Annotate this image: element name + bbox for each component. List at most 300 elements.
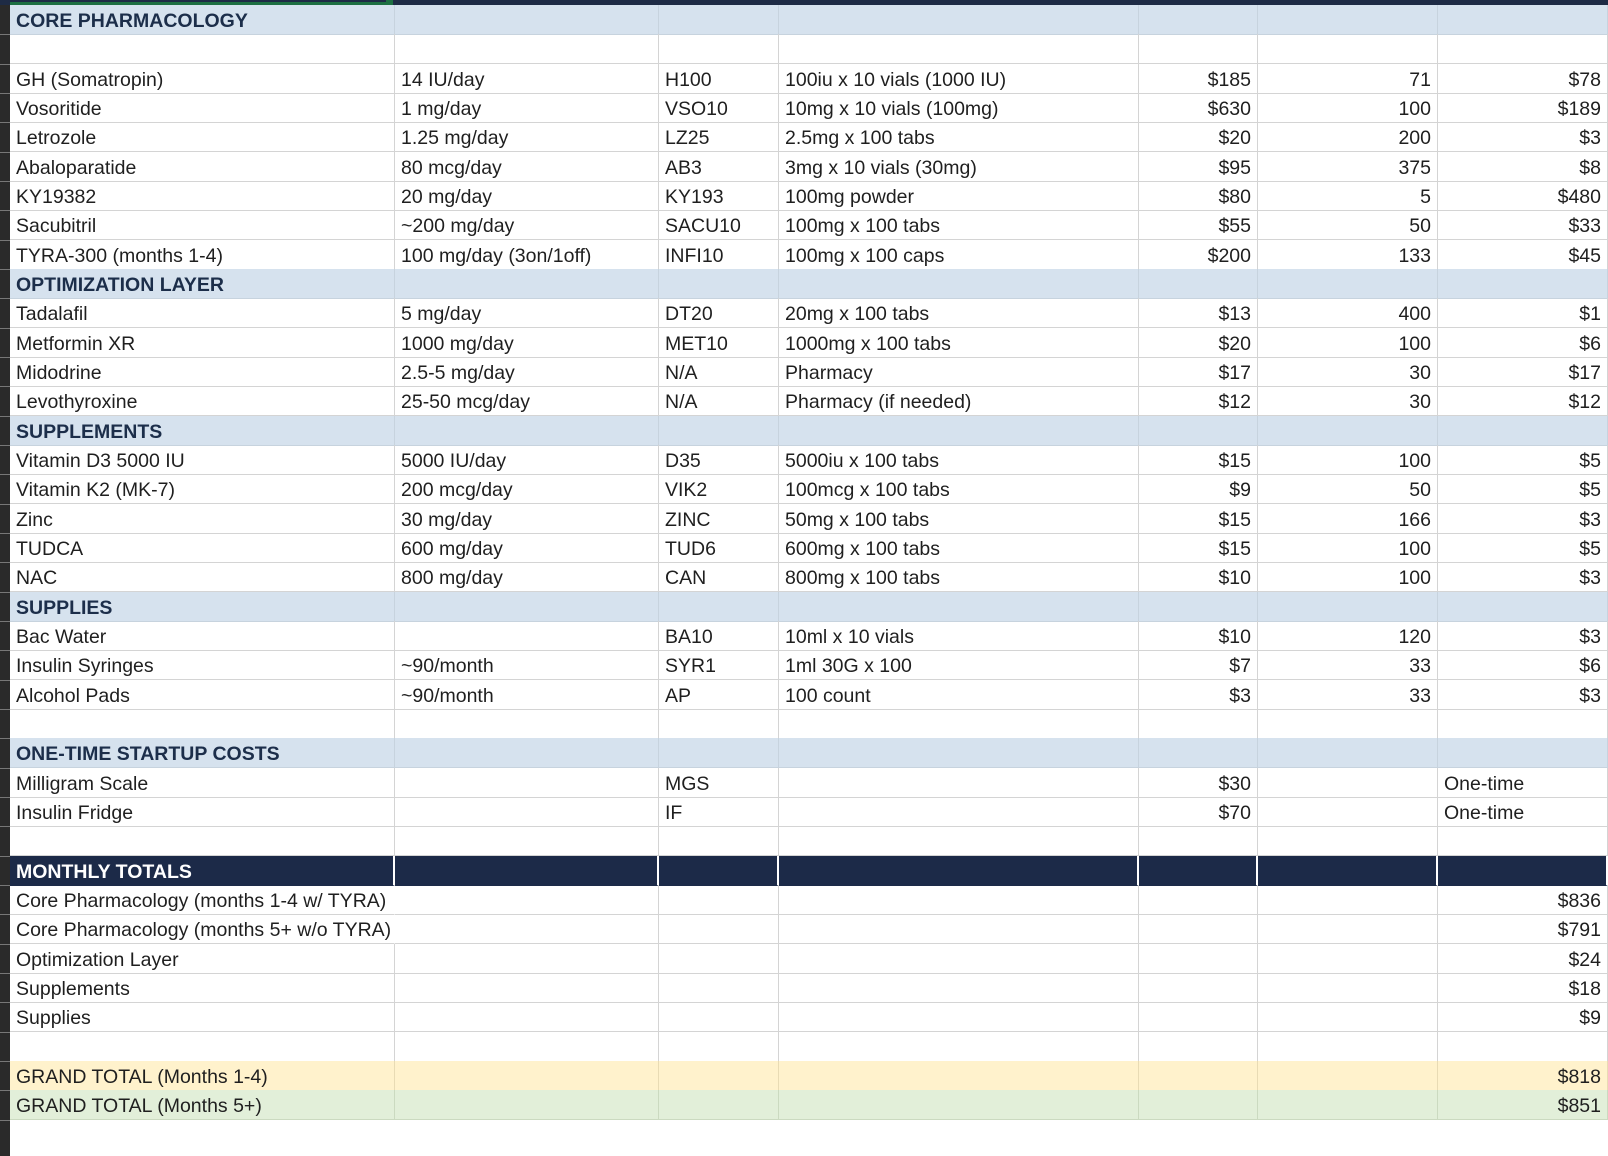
price-cell[interactable]: $80	[1139, 181, 1258, 211]
table-row[interactable]	[10, 445, 1608, 475]
section-fill-cell[interactable]	[1139, 592, 1258, 622]
section-fill-cell[interactable]	[659, 5, 779, 35]
price-cell[interactable]: $30	[1139, 768, 1258, 798]
monthly-cost-cell[interactable]: $5	[1438, 445, 1608, 475]
product-code-cell[interactable]: SYR1	[659, 650, 779, 680]
dose-cell[interactable]: 2.5-5 mg/day	[395, 357, 659, 387]
section-fill-cell[interactable]	[1139, 416, 1258, 446]
package-cell[interactable]: 5000iu x 100 tabs	[779, 445, 1139, 475]
section-fill-cell[interactable]	[1258, 592, 1438, 622]
price-cell[interactable]: $10	[1139, 562, 1258, 592]
empty-cell[interactable]	[395, 944, 659, 974]
price-cell[interactable]: $15	[1139, 533, 1258, 563]
product-code-cell[interactable]: VSO10	[659, 93, 779, 123]
item-name-cell[interactable]: Letrozole	[10, 122, 395, 152]
days-supply-cell[interactable]: 133	[1258, 240, 1438, 270]
item-name-cell[interactable]: KY19382	[10, 181, 395, 211]
totals-label-cell[interactable]: Core Pharmacology (months 5+ w/o TYRA)	[10, 914, 395, 944]
product-code-cell[interactable]: IF	[659, 797, 779, 827]
empty-cell[interactable]	[779, 34, 1139, 64]
table-row[interactable]	[10, 797, 1608, 827]
days-supply-cell[interactable]: 30	[1258, 386, 1438, 416]
totals-value-cell[interactable]: $791	[1438, 914, 1608, 944]
empty-cell[interactable]	[1258, 826, 1438, 856]
price-cell[interactable]: $20	[1139, 328, 1258, 358]
section-fill-cell[interactable]	[659, 738, 779, 768]
dose-cell[interactable]: ~90/month	[395, 680, 659, 710]
package-cell[interactable]: 100mcg x 100 tabs	[779, 474, 1139, 504]
dose-cell[interactable]: 5000 IU/day	[395, 445, 659, 475]
section-fill-cell[interactable]	[395, 592, 659, 622]
empty-cell[interactable]	[395, 914, 659, 944]
package-cell[interactable]: 1ml 30G x 100	[779, 650, 1139, 680]
monthly-cost-cell[interactable]: $3	[1438, 504, 1608, 534]
monthly-cost-cell[interactable]: $3	[1438, 680, 1608, 710]
days-supply-cell[interactable]: 400	[1258, 298, 1438, 328]
table-row[interactable]	[10, 680, 1608, 710]
item-name-cell[interactable]: GH (Somatropin)	[10, 64, 395, 94]
item-name-cell[interactable]: Midodrine	[10, 357, 395, 387]
dose-cell[interactable]: ~200 mg/day	[395, 210, 659, 240]
package-cell[interactable]: 50mg x 100 tabs	[779, 504, 1139, 534]
empty-row[interactable]	[10, 709, 1608, 739]
empty-cell[interactable]	[1258, 34, 1438, 64]
empty-cell[interactable]	[659, 973, 779, 1003]
empty-cell[interactable]	[1438, 1032, 1608, 1062]
table-row[interactable]	[10, 504, 1608, 534]
dose-cell[interactable]: 1 mg/day	[395, 93, 659, 123]
price-cell[interactable]: $12	[1139, 386, 1258, 416]
empty-cell[interactable]	[659, 1002, 779, 1032]
section-fill-cell[interactable]	[395, 269, 659, 299]
section-fill-cell[interactable]	[659, 416, 779, 446]
days-supply-cell[interactable]	[1258, 797, 1438, 827]
product-code-cell[interactable]: N/A	[659, 386, 779, 416]
grand-total-row[interactable]	[10, 1061, 1608, 1091]
product-code-cell[interactable]: CAN	[659, 562, 779, 592]
empty-cell[interactable]	[1139, 34, 1258, 64]
monthly-cost-cell[interactable]: $5	[1438, 533, 1608, 563]
price-cell[interactable]: $55	[1139, 210, 1258, 240]
product-code-cell[interactable]: MET10	[659, 328, 779, 358]
days-supply-cell[interactable]: 375	[1258, 152, 1438, 182]
days-supply-cell[interactable]: 200	[1258, 122, 1438, 152]
totals-row[interactable]	[10, 973, 1608, 1003]
one-time-note-cell[interactable]: One-time	[1438, 797, 1608, 827]
package-cell[interactable]: 800mg x 100 tabs	[779, 562, 1139, 592]
package-cell[interactable]: 100mg x 100 caps	[779, 240, 1139, 270]
product-code-cell[interactable]: AB3	[659, 152, 779, 182]
item-name-cell[interactable]: Milligram Scale	[10, 768, 395, 798]
monthly-cost-cell[interactable]: $17	[1438, 357, 1608, 387]
section-fill-cell[interactable]	[1438, 269, 1608, 299]
days-supply-cell[interactable]: 50	[1258, 210, 1438, 240]
dose-cell[interactable]: 25-50 mcg/day	[395, 386, 659, 416]
empty-cell[interactable]	[1139, 709, 1258, 739]
empty-cell[interactable]	[779, 973, 1139, 1003]
price-cell[interactable]: $200	[1139, 240, 1258, 270]
days-supply-cell[interactable]: 33	[1258, 680, 1438, 710]
section-fill-cell[interactable]	[659, 269, 779, 299]
days-supply-cell[interactable]: 30	[1258, 357, 1438, 387]
empty-row[interactable]	[10, 826, 1608, 856]
section-fill-cell[interactable]	[1258, 5, 1438, 35]
section-fill-cell[interactable]	[779, 5, 1139, 35]
price-cell[interactable]: $70	[1139, 797, 1258, 827]
empty-cell[interactable]	[10, 709, 395, 739]
empty-cell[interactable]	[1438, 709, 1608, 739]
header-fill-cell[interactable]	[1139, 856, 1258, 886]
package-cell[interactable]: 20mg x 100 tabs	[779, 298, 1139, 328]
table-row[interactable]	[10, 386, 1608, 416]
table-row[interactable]	[10, 298, 1608, 328]
section-title[interactable]: SUPPLIES	[10, 592, 395, 622]
section-fill-cell[interactable]	[1139, 269, 1258, 299]
package-cell[interactable]: Pharmacy	[779, 357, 1139, 387]
dose-cell[interactable]: 30 mg/day	[395, 504, 659, 534]
days-supply-cell[interactable]: 166	[1258, 504, 1438, 534]
section-fill-cell[interactable]	[659, 592, 779, 622]
price-cell[interactable]: $15	[1139, 445, 1258, 475]
empty-cell[interactable]	[779, 1032, 1139, 1062]
empty-cell[interactable]	[1139, 826, 1258, 856]
package-cell[interactable]	[779, 768, 1139, 798]
empty-cell[interactable]	[1438, 826, 1608, 856]
price-cell[interactable]: $15	[1139, 504, 1258, 534]
package-cell[interactable]: 600mg x 100 tabs	[779, 533, 1139, 563]
row-header-gutter[interactable]	[0, 0, 10, 1156]
totals-value-cell[interactable]: $836	[1438, 885, 1608, 915]
totals-row[interactable]	[10, 885, 1608, 915]
table-row[interactable]	[10, 152, 1608, 182]
days-supply-cell[interactable]: 100	[1258, 445, 1438, 475]
section-header-row[interactable]	[10, 416, 1608, 446]
grand-total-label[interactable]: GRAND TOTAL (Months 5+)	[10, 1090, 395, 1120]
section-fill-cell[interactable]	[779, 269, 1139, 299]
item-name-cell[interactable]: TUDCA	[10, 533, 395, 563]
empty-cell[interactable]	[1258, 973, 1438, 1003]
grand-total-fill-cell[interactable]	[395, 1061, 659, 1091]
empty-cell[interactable]	[1139, 1002, 1258, 1032]
totals-label-cell[interactable]: Core Pharmacology (months 1-4 w/ TYRA)	[10, 885, 395, 915]
days-supply-cell[interactable]: 100	[1258, 562, 1438, 592]
dose-cell[interactable]: 1000 mg/day	[395, 328, 659, 358]
monthly-cost-cell[interactable]: $480	[1438, 181, 1608, 211]
empty-cell[interactable]	[395, 1032, 659, 1062]
product-code-cell[interactable]: AP	[659, 680, 779, 710]
header-fill-cell[interactable]	[395, 856, 659, 886]
monthly-cost-cell[interactable]: $8	[1438, 152, 1608, 182]
dose-cell[interactable]: 600 mg/day	[395, 533, 659, 563]
product-code-cell[interactable]: TUD6	[659, 533, 779, 563]
days-supply-cell[interactable]: 5	[1258, 181, 1438, 211]
section-fill-cell[interactable]	[779, 738, 1139, 768]
package-cell[interactable]: 100mg powder	[779, 181, 1139, 211]
days-supply-cell[interactable]: 71	[1258, 64, 1438, 94]
grand-total-fill-cell[interactable]	[1139, 1090, 1258, 1120]
dose-cell[interactable]: 5 mg/day	[395, 298, 659, 328]
price-cell[interactable]: $17	[1139, 357, 1258, 387]
days-supply-cell[interactable]: 50	[1258, 474, 1438, 504]
empty-cell[interactable]	[395, 826, 659, 856]
price-cell[interactable]: $95	[1139, 152, 1258, 182]
empty-cell[interactable]	[1139, 914, 1258, 944]
monthly-cost-cell[interactable]: $45	[1438, 240, 1608, 270]
empty-cell[interactable]	[779, 709, 1139, 739]
grand-total-fill-cell[interactable]	[779, 1061, 1139, 1091]
table-row[interactable]	[10, 533, 1608, 563]
empty-cell[interactable]	[659, 709, 779, 739]
section-fill-cell[interactable]	[1258, 738, 1438, 768]
price-cell[interactable]: $3	[1139, 680, 1258, 710]
dose-cell[interactable]: ~90/month	[395, 650, 659, 680]
totals-value-cell[interactable]: $18	[1438, 973, 1608, 1003]
totals-row[interactable]	[10, 944, 1608, 974]
package-cell[interactable]: 100iu x 10 vials (1000 IU)	[779, 64, 1139, 94]
package-cell[interactable]: 3mg x 10 vials (30mg)	[779, 152, 1139, 182]
monthly-totals-title[interactable]: MONTHLY TOTALS	[10, 856, 395, 886]
table-row[interactable]	[10, 650, 1608, 680]
empty-cell[interactable]	[1258, 885, 1438, 915]
item-name-cell[interactable]: Vosoritide	[10, 93, 395, 123]
empty-cell[interactable]	[1139, 944, 1258, 974]
table-row[interactable]	[10, 181, 1608, 211]
item-name-cell[interactable]: Vitamin D3 5000 IU	[10, 445, 395, 475]
totals-label-cell[interactable]: Optimization Layer	[10, 944, 395, 974]
monthly-cost-cell[interactable]: $6	[1438, 328, 1608, 358]
product-code-cell[interactable]: N/A	[659, 357, 779, 387]
package-cell[interactable]: 10ml x 10 vials	[779, 621, 1139, 651]
table-row[interactable]	[10, 474, 1608, 504]
section-title[interactable]: ONE-TIME STARTUP COSTS	[10, 738, 395, 768]
empty-cell[interactable]	[659, 885, 779, 915]
header-fill-cell[interactable]	[1258, 856, 1438, 886]
section-header-row[interactable]	[10, 738, 1608, 768]
section-fill-cell[interactable]	[1438, 5, 1608, 35]
grand-total-fill-cell[interactable]	[659, 1061, 779, 1091]
item-name-cell[interactable]: Abaloparatide	[10, 152, 395, 182]
empty-cell[interactable]	[659, 944, 779, 974]
days-supply-cell[interactable]: 33	[1258, 650, 1438, 680]
section-fill-cell[interactable]	[779, 416, 1139, 446]
item-name-cell[interactable]: Sacubitril	[10, 210, 395, 240]
price-cell[interactable]: $13	[1139, 298, 1258, 328]
price-cell[interactable]: $20	[1139, 122, 1258, 152]
empty-cell[interactable]	[779, 885, 1139, 915]
grand-total-fill-cell[interactable]	[1139, 1061, 1258, 1091]
section-title[interactable]: SUPPLEMENTS	[10, 416, 395, 446]
header-fill-cell[interactable]	[659, 856, 779, 886]
totals-row[interactable]	[10, 914, 1608, 944]
section-fill-cell[interactable]	[395, 5, 659, 35]
section-fill-cell[interactable]	[1258, 269, 1438, 299]
dose-cell[interactable]	[395, 768, 659, 798]
empty-cell[interactable]	[779, 914, 1139, 944]
table-row[interactable]	[10, 562, 1608, 592]
item-name-cell[interactable]: Vitamin K2 (MK-7)	[10, 474, 395, 504]
empty-cell[interactable]	[659, 1032, 779, 1062]
package-cell[interactable]: 100 count	[779, 680, 1139, 710]
empty-cell[interactable]	[779, 1002, 1139, 1032]
section-fill-cell[interactable]	[1438, 416, 1608, 446]
monthly-cost-cell[interactable]: $189	[1438, 93, 1608, 123]
days-supply-cell[interactable]: 100	[1258, 533, 1438, 563]
product-code-cell[interactable]: BA10	[659, 621, 779, 651]
empty-row[interactable]	[10, 34, 1608, 64]
item-name-cell[interactable]: Alcohol Pads	[10, 680, 395, 710]
table-row[interactable]	[10, 768, 1608, 798]
package-cell[interactable]: 2.5mg x 100 tabs	[779, 122, 1139, 152]
table-row[interactable]	[10, 64, 1608, 94]
totals-label-cell[interactable]: Supplements	[10, 973, 395, 1003]
product-code-cell[interactable]: VIK2	[659, 474, 779, 504]
grand-total-row[interactable]	[10, 1090, 1608, 1120]
empty-cell[interactable]	[10, 1032, 395, 1062]
empty-cell[interactable]	[1258, 1032, 1438, 1062]
product-code-cell[interactable]: KY193	[659, 181, 779, 211]
empty-cell[interactable]	[395, 709, 659, 739]
totals-row[interactable]	[10, 1002, 1608, 1032]
monthly-totals-header-row[interactable]	[10, 856, 1608, 886]
section-fill-cell[interactable]	[1438, 592, 1608, 622]
section-header-row[interactable]	[10, 592, 1608, 622]
price-cell[interactable]: $7	[1139, 650, 1258, 680]
dose-cell[interactable]: 1.25 mg/day	[395, 122, 659, 152]
section-fill-cell[interactable]	[1139, 5, 1258, 35]
item-name-cell[interactable]: Metformin XR	[10, 328, 395, 358]
grand-total-fill-cell[interactable]	[779, 1090, 1139, 1120]
product-code-cell[interactable]: MGS	[659, 768, 779, 798]
empty-cell[interactable]	[1139, 885, 1258, 915]
empty-cell[interactable]	[395, 973, 659, 1003]
empty-cell[interactable]	[779, 826, 1139, 856]
item-name-cell[interactable]: NAC	[10, 562, 395, 592]
package-cell[interactable]	[779, 797, 1139, 827]
product-code-cell[interactable]: INFI10	[659, 240, 779, 270]
days-supply-cell[interactable]	[1258, 768, 1438, 798]
grand-total-fill-cell[interactable]	[1258, 1061, 1438, 1091]
empty-cell[interactable]	[1438, 34, 1608, 64]
empty-cell[interactable]	[1258, 944, 1438, 974]
item-name-cell[interactable]: Levothyroxine	[10, 386, 395, 416]
header-fill-cell[interactable]	[1438, 856, 1608, 886]
monthly-cost-cell[interactable]: $1	[1438, 298, 1608, 328]
package-cell[interactable]: Pharmacy (if needed)	[779, 386, 1139, 416]
section-fill-cell[interactable]	[1438, 738, 1608, 768]
empty-cell[interactable]	[1139, 1032, 1258, 1062]
section-fill-cell[interactable]	[395, 416, 659, 446]
grand-total-fill-cell[interactable]	[659, 1090, 779, 1120]
header-fill-cell[interactable]	[779, 856, 1139, 886]
table-row[interactable]	[10, 210, 1608, 240]
section-header-row[interactable]	[10, 5, 1608, 35]
dose-cell[interactable]: 100 mg/day (3on/1off)	[395, 240, 659, 270]
product-code-cell[interactable]: DT20	[659, 298, 779, 328]
monthly-cost-cell[interactable]: $6	[1438, 650, 1608, 680]
item-name-cell[interactable]: Tadalafil	[10, 298, 395, 328]
monthly-cost-cell[interactable]: $5	[1438, 474, 1608, 504]
days-supply-cell[interactable]: 100	[1258, 328, 1438, 358]
one-time-note-cell[interactable]: One-time	[1438, 768, 1608, 798]
product-code-cell[interactable]: SACU10	[659, 210, 779, 240]
empty-cell[interactable]	[395, 34, 659, 64]
dose-cell[interactable]: 800 mg/day	[395, 562, 659, 592]
empty-cell[interactable]	[1139, 973, 1258, 1003]
empty-cell[interactable]	[1258, 709, 1438, 739]
totals-value-cell[interactable]: $9	[1438, 1002, 1608, 1032]
item-name-cell[interactable]: TYRA-300 (months 1-4)	[10, 240, 395, 270]
price-cell[interactable]: $630	[1139, 93, 1258, 123]
grand-total-value[interactable]: $851	[1438, 1090, 1608, 1120]
empty-cell[interactable]	[659, 34, 779, 64]
empty-cell[interactable]	[1258, 1002, 1438, 1032]
package-cell[interactable]: 100mg x 100 tabs	[779, 210, 1139, 240]
section-fill-cell[interactable]	[395, 738, 659, 768]
dose-cell[interactable]: 20 mg/day	[395, 181, 659, 211]
price-cell[interactable]: $9	[1139, 474, 1258, 504]
product-code-cell[interactable]: ZINC	[659, 504, 779, 534]
monthly-cost-cell[interactable]: $3	[1438, 621, 1608, 651]
empty-cell[interactable]	[10, 826, 395, 856]
dose-cell[interactable]: 14 IU/day	[395, 64, 659, 94]
dose-cell[interactable]	[395, 797, 659, 827]
package-cell[interactable]: 10mg x 10 vials (100mg)	[779, 93, 1139, 123]
item-name-cell[interactable]: Zinc	[10, 504, 395, 534]
monthly-cost-cell[interactable]: $3	[1438, 122, 1608, 152]
section-fill-cell[interactable]	[1139, 738, 1258, 768]
table-row[interactable]	[10, 122, 1608, 152]
section-fill-cell[interactable]	[779, 592, 1139, 622]
section-title[interactable]: CORE PHARMACOLOGY	[10, 5, 395, 35]
empty-cell[interactable]	[1258, 914, 1438, 944]
table-row[interactable]	[10, 621, 1608, 651]
section-fill-cell[interactable]	[1258, 416, 1438, 446]
dose-cell[interactable]	[395, 621, 659, 651]
grand-total-value[interactable]: $818	[1438, 1061, 1608, 1091]
grand-total-label[interactable]: GRAND TOTAL (Months 1-4)	[10, 1061, 395, 1091]
monthly-cost-cell[interactable]: $33	[1438, 210, 1608, 240]
product-code-cell[interactable]: D35	[659, 445, 779, 475]
item-name-cell[interactable]: Insulin Fridge	[10, 797, 395, 827]
days-supply-cell[interactable]: 100	[1258, 93, 1438, 123]
product-code-cell[interactable]: H100	[659, 64, 779, 94]
dose-cell[interactable]: 80 mcg/day	[395, 152, 659, 182]
empty-cell[interactable]	[10, 34, 395, 64]
table-row[interactable]	[10, 328, 1608, 358]
section-title[interactable]: OPTIMIZATION LAYER	[10, 269, 395, 299]
grand-total-fill-cell[interactable]	[395, 1090, 659, 1120]
monthly-cost-cell[interactable]: $12	[1438, 386, 1608, 416]
item-name-cell[interactable]: Insulin Syringes	[10, 650, 395, 680]
empty-cell[interactable]	[659, 826, 779, 856]
grand-total-fill-cell[interactable]	[1258, 1090, 1438, 1120]
price-cell[interactable]: $10	[1139, 621, 1258, 651]
section-header-row[interactable]	[10, 269, 1608, 299]
monthly-cost-cell[interactable]: $3	[1438, 562, 1608, 592]
empty-cell[interactable]	[395, 885, 659, 915]
empty-cell[interactable]	[395, 1002, 659, 1032]
totals-label-cell[interactable]: Supplies	[10, 1002, 395, 1032]
table-row[interactable]	[10, 93, 1608, 123]
package-cell[interactable]: 1000mg x 100 tabs	[779, 328, 1139, 358]
monthly-cost-cell[interactable]: $78	[1438, 64, 1608, 94]
dose-cell[interactable]: 200 mcg/day	[395, 474, 659, 504]
item-name-cell[interactable]: Bac Water	[10, 621, 395, 651]
price-cell[interactable]: $185	[1139, 64, 1258, 94]
totals-value-cell[interactable]: $24	[1438, 944, 1608, 974]
table-row[interactable]	[10, 357, 1608, 387]
empty-cell[interactable]	[659, 914, 779, 944]
